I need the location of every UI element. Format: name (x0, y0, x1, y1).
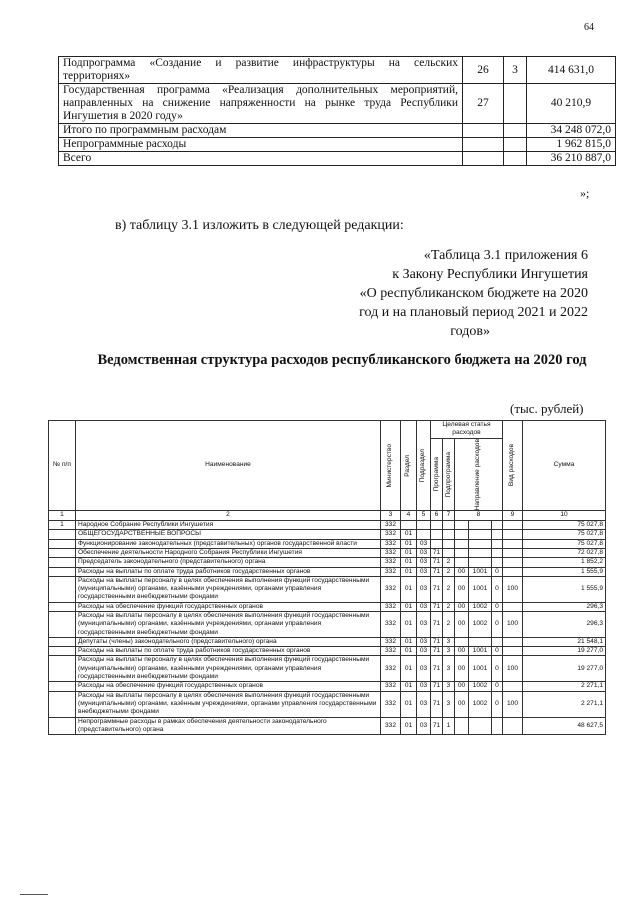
cell-d3: 0 (492, 647, 503, 656)
cell-m: 332 (381, 656, 401, 682)
cell-m: 332 (381, 637, 401, 646)
cell-d3 (492, 717, 503, 735)
summary-cell-name: Непрограммные расходы (59, 138, 463, 152)
cell-sp: 3 (443, 682, 455, 691)
cell-sp: 2 (443, 602, 455, 611)
cell-sum: 19 277,0 (523, 656, 606, 682)
cell-r: 01 (401, 576, 417, 602)
cell-n (49, 611, 76, 637)
cell-sp: 2 (443, 558, 455, 567)
quote-close: »; (580, 186, 590, 200)
cell-d1 (455, 717, 469, 735)
cell-sum: 1 555,9 (523, 576, 606, 602)
cell-v: 100 (503, 691, 523, 717)
summary-cell-sum: 40 210,9 (527, 84, 616, 124)
summary-table (58, 56, 616, 166)
cell-d1 (455, 548, 469, 557)
col-header-ministry: Министерство (381, 421, 401, 511)
table-row (49, 576, 606, 602)
summary-cell-sum: 34 248 072,0 (527, 124, 616, 138)
cell-d1: 00 (455, 576, 469, 602)
cell-v (503, 530, 523, 539)
cell-m: 332 (381, 521, 401, 530)
cell-d3: 0 (492, 602, 503, 611)
col-header-section: Раздел (401, 421, 417, 511)
col-header-subprogram: Подпрограмма (443, 438, 455, 510)
cell-d1: 00 (455, 567, 469, 576)
cell-sum: 75 027,8 (523, 521, 606, 530)
cell-n (49, 576, 76, 602)
cell-pr: 03 (417, 602, 431, 611)
col-header-subsection: Подраздел (417, 421, 431, 511)
summary-cell-num: 27 (463, 84, 504, 124)
colnum-1: 1 (49, 511, 76, 521)
table-row (49, 637, 606, 646)
document-title: Ведомственная структура расходов республиканского бюджета на 2020 год (97, 352, 587, 368)
cell-v (503, 539, 523, 548)
cell-sum: 21 548,1 (523, 637, 606, 646)
cell-r (401, 521, 417, 530)
expenditure-table (48, 420, 606, 735)
summary-cell-sub (504, 124, 527, 138)
cell-sp: 2 (443, 611, 455, 637)
cell-sum: 75 027,8 (523, 530, 606, 539)
cell-pr: 03 (417, 717, 431, 735)
cell-n (49, 682, 76, 691)
cell-sum: 75 027,8 (523, 539, 606, 548)
cell-m: 332 (381, 717, 401, 735)
cell-d1: 00 (455, 656, 469, 682)
table-row (49, 548, 606, 557)
cell-d2 (469, 548, 492, 557)
cell-r: 01 (401, 691, 417, 717)
summary-row (59, 84, 616, 124)
colnum-10: 10 (523, 511, 606, 521)
cell-d1: 00 (455, 682, 469, 691)
summary-cell-sub: 3 (504, 57, 527, 84)
cell-d2 (469, 637, 492, 646)
cell-p (431, 530, 443, 539)
cell-d1 (455, 637, 469, 646)
cell-sum: 19 277,0 (523, 647, 606, 656)
cell-m: 332 (381, 602, 401, 611)
table-row (49, 682, 606, 691)
cell-d3: 0 (492, 611, 503, 637)
cell-d2: 1002 (469, 602, 492, 611)
cell-sp: 3 (443, 656, 455, 682)
summary-cell-sub (504, 138, 527, 152)
cell-sum: 1 555,9 (523, 567, 606, 576)
cell-m: 332 (381, 611, 401, 637)
summary-row (59, 138, 616, 152)
cell-sum: 48 627,5 (523, 717, 606, 735)
instruction-text: в) таблицу 3.1 изложить в следующей редакции: (115, 218, 404, 233)
cell-p: 71 (431, 567, 443, 576)
table-row (49, 567, 606, 576)
cell-p: 71 (431, 548, 443, 557)
summary-cell-num (463, 124, 504, 138)
summary-row (59, 57, 616, 84)
cell-pr: 03 (417, 576, 431, 602)
cell-d3 (492, 521, 503, 530)
cell-n (49, 567, 76, 576)
cell-p: 71 (431, 717, 443, 735)
cell-pr: 03 (417, 548, 431, 557)
cell-d2: 1001 (469, 567, 492, 576)
footer-rule (20, 894, 48, 895)
cell-d2: 1001 (469, 656, 492, 682)
cell-m: 332 (381, 539, 401, 548)
summary-row (59, 124, 616, 138)
cell-sp (443, 548, 455, 557)
cell-n (49, 602, 76, 611)
colnum-7: 7 (443, 511, 455, 521)
cell-d2: 1001 (469, 576, 492, 602)
cell-r: 01 (401, 602, 417, 611)
cell-sp: 2 (443, 567, 455, 576)
cell-sp: 3 (443, 691, 455, 717)
col-header-num: № п/п (49, 421, 76, 511)
cell-d1: 00 (455, 611, 469, 637)
cell-name: Расходы на выплаты персоналу в целях обеспечения выполнения функций государственными (муниципальными) органами, казёнными учреждениями, органами управления государственными внебюджетными фондами (76, 576, 381, 602)
summary-cell-name: Всего (59, 152, 463, 166)
table-row (49, 521, 606, 530)
summary-cell-name: Итого по программным расходам (59, 124, 463, 138)
cell-sp: 3 (443, 637, 455, 646)
summary-row (59, 152, 616, 166)
cell-d3: 0 (492, 691, 503, 717)
table-row (49, 530, 606, 539)
table-row (49, 656, 606, 682)
cell-p: 71 (431, 637, 443, 646)
cell-d2 (469, 539, 492, 548)
cell-p: 71 (431, 691, 443, 717)
cell-d1: 00 (455, 691, 469, 717)
cell-sp (443, 530, 455, 539)
cell-d3 (492, 637, 503, 646)
col-header-expense-type: Вид расходов (503, 421, 523, 511)
cell-n (49, 647, 76, 656)
cell-pr: 03 (417, 567, 431, 576)
cell-pr: 03 (417, 539, 431, 548)
cell-p: 71 (431, 682, 443, 691)
cell-sum: 72 027,8 (523, 548, 606, 557)
cell-p (431, 521, 443, 530)
cell-n (49, 656, 76, 682)
col-header-target: Целевая статья расходов (431, 421, 503, 439)
cell-m: 332 (381, 567, 401, 576)
cell-d3: 0 (492, 567, 503, 576)
cell-pr: 03 (417, 691, 431, 717)
cell-r: 01 (401, 530, 417, 539)
cell-pr: 03 (417, 682, 431, 691)
cell-d3 (492, 530, 503, 539)
cell-d1 (455, 558, 469, 567)
cell-r: 01 (401, 548, 417, 557)
cell-d2: 1002 (469, 611, 492, 637)
cell-sum: 2 271,1 (523, 682, 606, 691)
colnum-2: 2 (76, 511, 381, 521)
cell-r: 01 (401, 611, 417, 637)
column-number-row (49, 511, 606, 521)
summary-cell-num (463, 152, 504, 166)
table-caption-line-5: годов» (450, 324, 490, 339)
cell-pr: 03 (417, 647, 431, 656)
cell-sum: 296,3 (523, 602, 606, 611)
col-header-program: Программа (431, 438, 443, 510)
cell-sp: 1 (443, 717, 455, 735)
cell-pr: 03 (417, 558, 431, 567)
cell-n (49, 558, 76, 567)
cell-p: 71 (431, 656, 443, 682)
cell-name: Депутаты (члены) законодательного (представительного) органа (76, 637, 381, 646)
cell-v (503, 567, 523, 576)
cell-name: Расходы на выплаты персоналу в целях обеспечения выполнения функций государственными (муниципальными) органами, казёнными учреждениями, органами управления государственными внебюджетными фондами (76, 611, 381, 637)
cell-d1: 00 (455, 602, 469, 611)
cell-name: Функционирование законодательных (представительных) органов государственной власти (76, 539, 381, 548)
colnum-4: 4 (401, 511, 417, 521)
cell-d2 (469, 558, 492, 567)
summary-cell-name: Подпрограмма «Создание и развитие инфраструктуры на сельских территориях» (59, 57, 463, 84)
cell-name: Расходы на обеспечение функций государственных органов (76, 682, 381, 691)
cell-v (503, 521, 523, 530)
cell-name: Расходы на выплаты персоналу в целях обеспечения выполнения функций государственными (муниципальными) органами, казённым учреждениями, органами управления государственными внебюджетными фондами (76, 691, 381, 717)
cell-sp (443, 521, 455, 530)
cell-m: 332 (381, 558, 401, 567)
cell-sum: 2 271,1 (523, 691, 606, 717)
cell-m: 332 (381, 530, 401, 539)
cell-n (49, 717, 76, 735)
cell-name: ОБЩЕГОСУДАРСТВЕННЫЕ ВОПРОСЫ (76, 530, 381, 539)
cell-p (431, 539, 443, 548)
table-row (49, 539, 606, 548)
cell-d2: 1002 (469, 691, 492, 717)
cell-d2: 1001 (469, 647, 492, 656)
table-row (49, 647, 606, 656)
cell-name: Расходы на выплаты по оплате труда работников государственных органов (76, 647, 381, 656)
cell-p: 71 (431, 647, 443, 656)
cell-v (503, 558, 523, 567)
cell-r: 01 (401, 656, 417, 682)
cell-d1 (455, 539, 469, 548)
cell-pr: 03 (417, 611, 431, 637)
cell-p: 71 (431, 602, 443, 611)
col-header-direction: Направление расходов (455, 438, 503, 510)
col-header-sum: Сумма (523, 421, 606, 511)
cell-v (503, 637, 523, 646)
summary-cell-sum: 36 210 887,0 (527, 152, 616, 166)
cell-name: Расходы на выплаты по оплате труда работников государственных органов (76, 567, 381, 576)
cell-r: 01 (401, 558, 417, 567)
cell-r: 01 (401, 647, 417, 656)
cell-n (49, 691, 76, 717)
col-header-name: Наименование (76, 421, 381, 511)
table-caption-line-1: «Таблица 3.1 приложения 6 (423, 248, 588, 263)
cell-pr: 03 (417, 656, 431, 682)
cell-m: 332 (381, 548, 401, 557)
cell-sp: 2 (443, 576, 455, 602)
colnum-3: 3 (381, 511, 401, 521)
cell-d3 (492, 548, 503, 557)
cell-n (49, 530, 76, 539)
cell-d2 (469, 717, 492, 735)
summary-cell-sub (504, 84, 527, 124)
cell-m: 332 (381, 647, 401, 656)
cell-n (49, 637, 76, 646)
cell-r: 01 (401, 682, 417, 691)
cell-m: 332 (381, 682, 401, 691)
table-row (49, 717, 606, 735)
cell-n (49, 548, 76, 557)
cell-d3 (492, 539, 503, 548)
summary-cell-sub (504, 152, 527, 166)
cell-name: Непрограммные расходы в рамках обеспечения деятельности законодательного (представительного) органа (76, 717, 381, 735)
cell-n: 1 (49, 521, 76, 530)
cell-pr: 03 (417, 637, 431, 646)
cell-pr (417, 521, 431, 530)
table-row (49, 691, 606, 717)
cell-sp (443, 539, 455, 548)
cell-v (503, 647, 523, 656)
cell-m: 332 (381, 691, 401, 717)
colnum-8: 8 (455, 511, 503, 521)
cell-v: 100 (503, 611, 523, 637)
table-caption-line-3: «О республиканском бюджете на 2020 (359, 286, 588, 301)
summary-cell-num: 26 (463, 57, 504, 84)
table-row (49, 558, 606, 567)
cell-name: Обеспечение деятельности Народного Собрания Республики Ингушетия (76, 548, 381, 557)
cell-v: 100 (503, 656, 523, 682)
cell-d2: 1002 (469, 682, 492, 691)
cell-m: 332 (381, 576, 401, 602)
summary-cell-name: Государственная программа «Реализация дополнительных мероприятий, направленных на снижение напряженности на рынке труда Республики Ингушетия в 2020 году» (59, 84, 463, 124)
cell-v: 100 (503, 576, 523, 602)
cell-d1: 00 (455, 647, 469, 656)
colnum-5: 5 (417, 511, 431, 521)
cell-r: 01 (401, 717, 417, 735)
cell-sum: 296,3 (523, 611, 606, 637)
table-row (49, 602, 606, 611)
cell-name: Расходы на обеспечение функций государственных органов (76, 602, 381, 611)
cell-sp: 3 (443, 647, 455, 656)
summary-cell-num (463, 138, 504, 152)
cell-v (503, 548, 523, 557)
units-label: (тыс. рублей) (510, 401, 584, 416)
page-number: 64 (584, 22, 594, 33)
table-caption-line-4: год и на плановый период 2021 и 2022 (359, 305, 588, 320)
summary-cell-sum: 1 962 815,0 (527, 138, 616, 152)
table-caption-line-2: к Закону Республики Ингушетия (392, 267, 588, 282)
cell-d1 (455, 521, 469, 530)
cell-p: 71 (431, 611, 443, 637)
cell-name: Народное Собрание Республики Ингушетия (76, 521, 381, 530)
cell-d3: 0 (492, 576, 503, 602)
cell-d3: 0 (492, 682, 503, 691)
cell-p: 71 (431, 576, 443, 602)
cell-r: 01 (401, 637, 417, 646)
cell-v (503, 682, 523, 691)
cell-v (503, 717, 523, 735)
cell-d3: 0 (492, 656, 503, 682)
cell-pr (417, 530, 431, 539)
cell-name: Расходы на выплаты персоналу в целях обеспечения выполнения функций государственными (муниципальными) органами, казёнными учреждениями, органами управления государственными внебюджетными фондами (76, 656, 381, 682)
cell-name: Председатель законодательного (представительного) органа (76, 558, 381, 567)
summary-cell-sum: 414 631,0 (527, 57, 616, 84)
cell-d2 (469, 530, 492, 539)
cell-n (49, 539, 76, 548)
cell-p: 71 (431, 558, 443, 567)
colnum-9: 9 (503, 511, 523, 521)
cell-r: 01 (401, 539, 417, 548)
cell-d1 (455, 530, 469, 539)
table-row (49, 611, 606, 637)
cell-d2 (469, 521, 492, 530)
colnum-6: 6 (431, 511, 443, 521)
cell-sum: 1 852,2 (523, 558, 606, 567)
cell-v (503, 602, 523, 611)
cell-d3 (492, 558, 503, 567)
cell-r: 01 (401, 567, 417, 576)
